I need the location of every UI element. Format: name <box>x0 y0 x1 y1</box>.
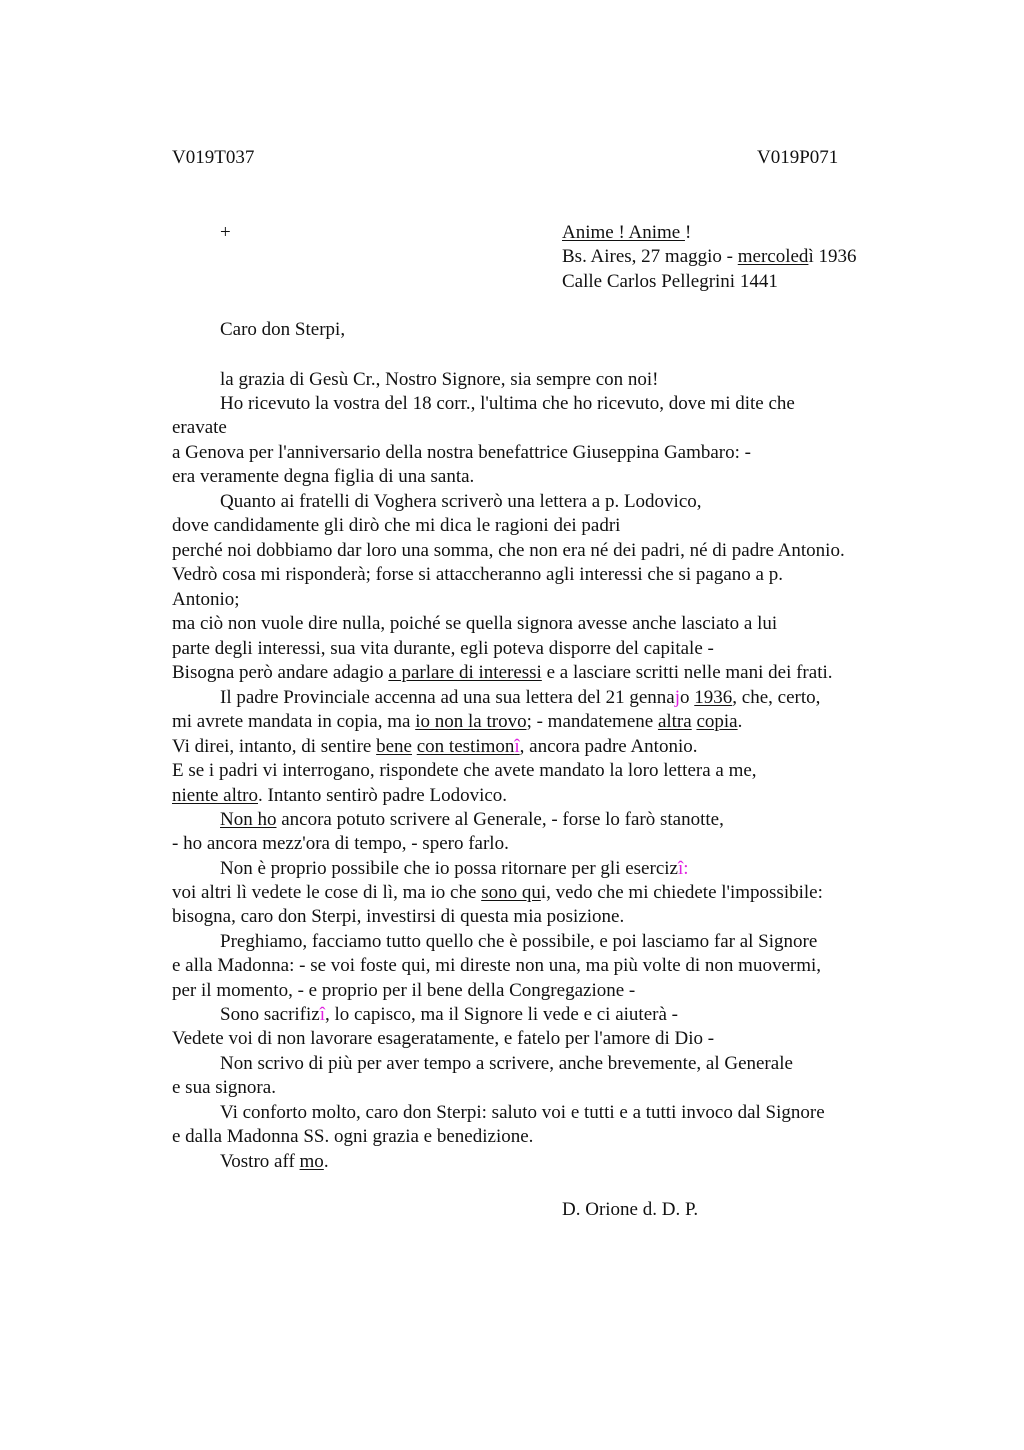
address: Calle Carlos Pellegrini 1441 <box>562 271 778 292</box>
underlined-text: bene <box>376 736 412 757</box>
place-date-c: ì 1936 <box>808 246 857 267</box>
salutation: Caro don Sterpi, <box>220 319 346 340</box>
body-line: Non è proprio possibile che io possa ritornare per gli esercizî: <box>220 858 689 879</box>
body-line: Vi conforto molto, caro don Sterpi: saluto voi e tutti e a tutti invoco dal Signore <box>220 1102 825 1123</box>
body-line: mi avrete mandata in copia, ma io non la trovo; - mandatemene altra copia. <box>172 711 743 732</box>
underlined-text: Non ho <box>220 809 277 830</box>
body-line: E se i padri vi interrogano, rispondete che avete mandato la loro lettera a me, <box>172 760 757 781</box>
body-line: Il padre Provinciale accenna ad una sua lettera del 21 gennajo 1936, che, certo, <box>220 687 821 708</box>
underlined-text: io non la trovo <box>415 711 527 732</box>
underlined-text: mo <box>299 1151 324 1172</box>
body-line: dove candidamente gli dirò che mi dica le ragioni dei padri <box>172 515 621 536</box>
body-line: Vedete voi di non lavorare esageratamente, e fatelo per l'amore di Dio - <box>172 1028 715 1049</box>
body-line: Vi direi, intanto, di sentire bene con testimonî, ancora padre Antonio. <box>172 736 698 757</box>
header-left-code: V019T037 <box>172 147 255 168</box>
underlined-text: con testimonî <box>416 736 520 757</box>
body-line: - ho ancora mezz'ora di tempo, - spero farlo. <box>172 833 509 854</box>
closing: Vostro aff mo. <box>220 1151 329 1172</box>
body-line: niente altro. Intanto sentirò padre Lodovico. <box>172 785 508 806</box>
body-line: Non ho ancora potuto scrivere al Generale, - forse lo farò stanotte, <box>220 809 724 830</box>
highlighted-letter: j <box>674 687 681 708</box>
body-line: era veramente degna figlia di una santa. <box>172 466 475 487</box>
place-date-a: Bs. Aires, 27 maggio - <box>562 246 738 267</box>
body-line: ma ciò non vuole dire nulla, poiché se quella signora avesse anche lasciato a lui <box>172 613 778 634</box>
header-right-code: V019P071 <box>757 147 839 168</box>
signature: D. Orione d. D. P. <box>562 1199 699 1220</box>
body-line: e sua signora. <box>172 1077 276 1098</box>
highlighted-letter: î <box>319 1004 326 1025</box>
body-line: Ho ricevuto la vostra del 18 corr., l'ultima che ho ricevuto, dove mi dite che <box>220 393 795 414</box>
highlighted-letter: î <box>514 736 520 757</box>
underlined-text: copia <box>696 711 738 732</box>
highlighted-letter: î: <box>677 858 689 879</box>
body-line: e dalla Madonna SS. ogni grazia e benedizione. <box>172 1126 534 1147</box>
body-line: Preghiamo, facciamo tutto quello che è possibile, e poi lasciamo far al Signore <box>220 931 818 952</box>
motto-tail: ! <box>684 222 692 243</box>
body-line: per il momento, - e proprio per il bene della Congregazione - <box>172 980 636 1001</box>
body-line: perché noi dobbiamo dar loro una somma, che non era né dei padri, né di padre Antonio. <box>172 540 845 561</box>
underlined-text: a parlare di interessi <box>388 662 542 683</box>
body-line: Quanto ai fratelli di Voghera scriverò una lettera a p. Lodovico, <box>220 491 702 512</box>
body-line: parte degli interessi, sua vita durante, egli poteva disporre del capitale - <box>172 638 714 659</box>
body-line: a Genova per l'anniversario della nostra benefattrice Giuseppina Gambaro: - <box>172 442 751 463</box>
body-line: Sono sacrifizî, lo capisco, ma il Signore li vede e ci aiuterà - <box>220 1004 678 1025</box>
cross-mark: + <box>220 222 231 243</box>
motto <box>562 221 691 246</box>
weekday-underlined: mercoled <box>737 246 809 267</box>
underlined-text: sono qu <box>481 882 541 903</box>
body-line: eravate <box>172 417 227 438</box>
body-line: Vedrò cosa mi risponderà; forse si attaccheranno agli interessi che si pagano a p. <box>172 564 783 585</box>
underlined-text: 1936 <box>694 687 733 708</box>
body-line: e alla Madonna: - se voi foste qui, mi direste non una, ma più volte di non muovermi, <box>172 955 822 976</box>
underlined-text: altra <box>657 711 692 732</box>
body-line: bisogna, caro don Sterpi, investirsi di questa mia posizione. <box>172 906 625 927</box>
body-line: Antonio; <box>172 589 240 610</box>
body-line: la grazia di Gesù Cr., Nostro Signore, sia sempre con noi! <box>220 369 659 390</box>
body-line: Bisogna però andare adagio a parlare di interessi e a lasciare scritti nelle mani dei frati. <box>172 662 833 683</box>
body-line: voi altri lì vedete le cose di lì, ma io che sono qui, vedo che mi chiedete l'impossibile: <box>172 882 823 903</box>
place-date <box>562 245 856 270</box>
body-line: Non scrivo di più per aver tempo a scrivere, anche brevemente, al Generale <box>220 1053 793 1074</box>
underlined-text: niente altro <box>172 785 258 806</box>
motto-underlined: Anime ! Anime <box>562 222 685 243</box>
